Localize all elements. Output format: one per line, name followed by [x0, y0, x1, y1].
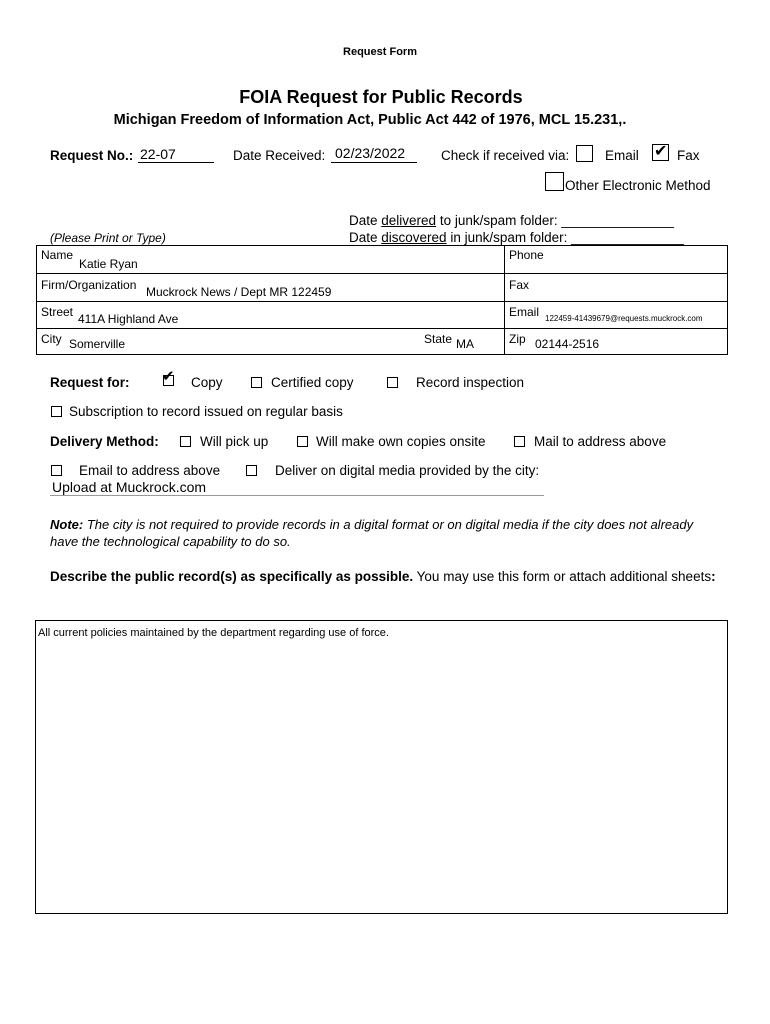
- fax-via-label: Fax: [677, 148, 700, 163]
- copy-label: Copy: [191, 375, 223, 390]
- contact-row-divider-1: [36, 273, 728, 274]
- email-delivery-checkbox[interactable]: [51, 465, 62, 476]
- city-label: City: [41, 332, 62, 346]
- digital-label: Deliver on digital media provided by the city:: [275, 463, 540, 478]
- date-received-underline: [331, 162, 417, 163]
- firm-label: Firm/Organization: [41, 278, 137, 292]
- junk-delivered-post: to junk/spam folder: _______________: [436, 213, 675, 228]
- subscription-checkbox[interactable]: [51, 406, 62, 417]
- street-label: Street: [41, 305, 74, 319]
- name-label: Name: [41, 248, 74, 262]
- email-checkbox[interactable]: [576, 145, 593, 162]
- page-title: FOIA Request for Public Records: [239, 87, 523, 107]
- fax-label: Fax: [509, 278, 530, 292]
- print-note: (Please Print or Type): [50, 231, 166, 245]
- describe-colon: :: [711, 569, 716, 584]
- email-label: Email: [509, 305, 540, 319]
- email-delivery-label: Email to address above: [79, 463, 221, 478]
- phone-label: Phone: [509, 248, 544, 262]
- description-text: All current policies maintained by the department regarding use of force.: [38, 627, 389, 639]
- request-no-value[interactable]: 22-07: [140, 146, 176, 162]
- description-box[interactable]: [35, 620, 728, 914]
- state-value[interactable]: MA: [456, 337, 474, 351]
- fax-check-mark-icon: ✔: [654, 143, 668, 160]
- digital-value[interactable]: Upload at Muckrock.com: [52, 479, 207, 495]
- email-via-label: Email: [605, 148, 639, 163]
- request-for-label: Request for:: [50, 375, 130, 390]
- date-received-label: Date Received:: [233, 148, 326, 163]
- pickup-label: Will pick up: [200, 434, 269, 449]
- contact-row-divider-3: [36, 328, 728, 329]
- pickup-checkbox[interactable]: [180, 436, 191, 447]
- junk-discovered-line: [349, 230, 684, 245]
- form-label: Request Form: [343, 46, 417, 58]
- note-label: Note:: [50, 517, 84, 532]
- copy-check-mark-icon: ✔: [162, 368, 175, 385]
- junk-discovered-pre: Date: [349, 230, 382, 245]
- own-copies-label: Will make own copies onsite: [316, 434, 486, 449]
- request-no-label: Request No.:: [50, 148, 134, 163]
- inspection-label: Record inspection: [416, 375, 525, 390]
- date-received-value[interactable]: 02/23/2022: [335, 145, 406, 161]
- contact-row-divider-2: [36, 301, 728, 302]
- certified-label: Certified copy: [271, 375, 354, 390]
- other-method-label: Other Electronic Method: [565, 178, 711, 193]
- mail-checkbox[interactable]: [514, 436, 525, 447]
- state-label: State: [424, 332, 453, 346]
- junk-delivered-pre: Date: [349, 213, 382, 228]
- page-subtitle: Michigan Freedom of Information Act, Public Act 442 of 1976, MCL 15.231,.: [113, 112, 627, 128]
- name-value[interactable]: Katie Ryan: [79, 257, 138, 271]
- zip-label: Zip: [509, 332, 526, 346]
- delivery-label: Delivery Method:: [50, 434, 159, 449]
- email-value[interactable]: 122459-41439679@requests.muckrock.com: [545, 314, 703, 323]
- describe-rest: You may use this form or attach additional sheets: [413, 569, 712, 584]
- contact-table: [36, 245, 728, 355]
- inspection-checkbox[interactable]: [387, 377, 398, 388]
- digital-underline: [50, 495, 544, 496]
- junk-discovered-post: in junk/spam folder: _______________: [446, 230, 684, 245]
- request-no-underline: [138, 162, 214, 163]
- other-method-checkbox[interactable]: [545, 172, 564, 191]
- own-copies-checkbox[interactable]: [297, 436, 308, 447]
- check-via-label: Check if received via:: [441, 148, 570, 163]
- note-paragraph: [50, 516, 720, 550]
- digital-checkbox[interactable]: [246, 465, 257, 476]
- subscription-label: Subscription to record issued on regular basis: [69, 404, 343, 419]
- firm-value[interactable]: Muckrock News / Dept MR 122459: [146, 285, 332, 299]
- junk-discovered-word: discovered: [381, 230, 447, 245]
- contact-col-divider: [504, 245, 505, 355]
- zip-value[interactable]: 02144-2516: [535, 337, 600, 351]
- junk-delivered-word: delivered: [381, 213, 437, 228]
- certified-checkbox[interactable]: [251, 377, 262, 388]
- describe-bold: Describe the public record(s) as specifically as possible.: [50, 569, 414, 584]
- street-value[interactable]: 411A Highland Ave: [78, 312, 179, 326]
- junk-delivered-line: [349, 213, 674, 228]
- describe-paragraph: [50, 568, 720, 585]
- note-text: The city is not required to provide records in a digital format or on digital media if the city does not already have the technological capability to do so.: [50, 517, 694, 549]
- city-value[interactable]: Somerville: [69, 337, 126, 351]
- mail-label: Mail to address above: [534, 434, 667, 449]
